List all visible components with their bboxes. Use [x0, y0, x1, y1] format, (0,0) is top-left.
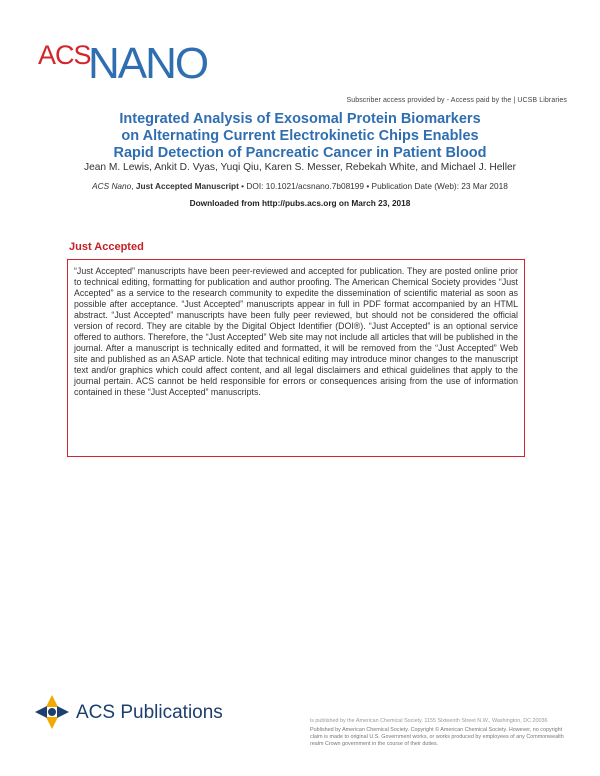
acs-emblem-icon — [32, 692, 72, 732]
logo-acs-text: ACS — [38, 40, 91, 70]
acs-publications-logo — [32, 692, 232, 732]
citation-line: ACS Nano, Just Accepted Manuscript • DOI: 10.1021/acsnano.7b08199 • Publication Date (Web): 23 Mar 2018 — [92, 181, 508, 191]
title-line: Rapid Detection of Pancreatic Cancer in Patient Blood — [113, 145, 487, 161]
publisher-address: is published by the American Chemical Society. 1155 Sixteenth Street N.W., Washington, DC 20036 — [310, 718, 548, 724]
title-line: on Alternating Current Electrokinetic Chips Enables — [121, 128, 479, 144]
manuscript-status: Just Accepted Manuscript — [135, 181, 239, 191]
journal-name: ACS Nano — [92, 181, 132, 191]
subscriber-access-note: Subscriber access provided by - Access paid by the | UCSB Libraries — [346, 97, 567, 104]
acs-publications-text: ACS Publications — [76, 702, 223, 723]
download-note: Downloaded from http://pubs.acs.org on March 23, 2018 — [189, 198, 411, 208]
logo-nano-text: NANO — [88, 39, 208, 84]
just-accepted-heading: Just Accepted — [69, 241, 144, 253]
footer-legal — [310, 718, 575, 748]
notice-text: “Just Accepted” manuscripts have been peer-reviewed and accepted for publication. They are posted online prior to technical editing, formatting for publication and author proofing. The American Chemical Society provides “Just Accepted” as a service to the research community to expedite the dissemination of scientific material as soon as possible after acceptance. “Just Accepted” manuscripts appear in full in PDF format accompanied by an HTML abstract. “Just Accepted” manuscripts have been fully peer reviewed, but should not be considered the official version of record. They are citable by the Digital Object Identifier (DOI®). “Just Accepted” is an optional service offered to authors. Therefore, the “Just Accepted” Web site may not include all articles that will be published in the journal. After a manuscript is technically edited and formatted, it will be removed from the “Just Accepted” Web site and published as an ASAP article. Note that technical editing may introduce minor changes to the manuscript text and/or graphics which could affect content, and all legal disclaimers and ethical guidelines that apply to the journal pertain. ACS cannot be held responsible for errors or consequences arising from the use of information contained in these “Just Accepted” manuscripts. — [74, 266, 518, 397]
author-list: Jean M. Lewis, Ankit D. Vyas, Yuqi Qiu, Karen S. Messer, Rebekah White, and Michael J. Heller — [83, 162, 517, 173]
copyright-notice: Published by American Chemical Society. Copyright © American Chemical Society. However, no copyright claim is made to original U.S. Government works, or works produced by employees of any Commonwealth realm Crown government in the course of their duties. — [310, 727, 564, 747]
acs-nano-logo — [38, 34, 228, 84]
article-title — [40, 111, 560, 162]
doi-and-date: • DOI: 10.1021/acsnano.7b08199 • Publication Date (Web): 23 Mar 2018 — [238, 181, 508, 191]
just-accepted-notice-box — [67, 259, 525, 457]
title-line: Integrated Analysis of Exosomal Protein Biomarkers — [119, 111, 481, 127]
